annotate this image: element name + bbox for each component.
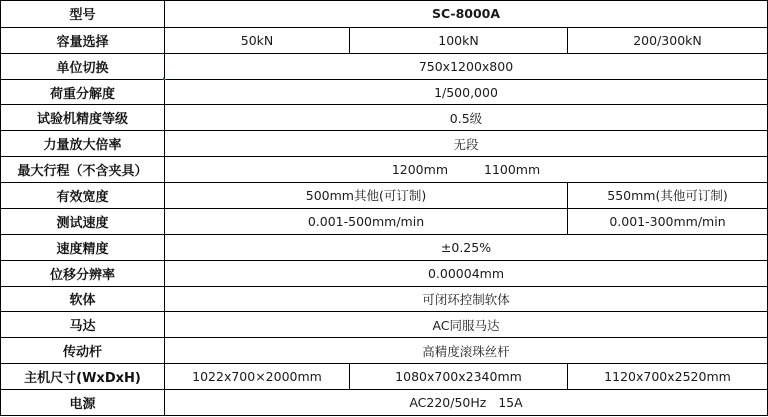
cell-value: 0.001-300mm/min bbox=[568, 208, 768, 234]
table-row bbox=[1, 183, 768, 209]
row-label: 速度精度 bbox=[1, 234, 165, 260]
table-row bbox=[1, 286, 768, 312]
table-row bbox=[1, 105, 768, 131]
table-row bbox=[1, 234, 768, 260]
table-row bbox=[1, 364, 768, 390]
dimension-value: 1080x700x2340mm bbox=[350, 364, 568, 390]
dimension-value: 1022x700×2000mm bbox=[165, 364, 350, 390]
dimension-value: 1120x700x2520mm bbox=[568, 364, 768, 390]
row-label: 容量选择 bbox=[1, 27, 165, 53]
table-row bbox=[1, 260, 768, 286]
table-row bbox=[1, 1, 768, 28]
cell-value: 0.5级 bbox=[165, 105, 768, 131]
cell-value bbox=[165, 157, 768, 183]
row-label: 试验机精度等级 bbox=[1, 105, 165, 131]
table-row bbox=[1, 338, 768, 364]
cell-value: 0.001-500mm/min bbox=[165, 208, 568, 234]
row-label: 软体 bbox=[1, 286, 165, 312]
table-row bbox=[1, 208, 768, 234]
row-label: 荷重分解度 bbox=[1, 79, 165, 105]
table-row bbox=[1, 312, 768, 338]
cell-value: 可闭环控制软体 bbox=[165, 286, 768, 312]
capacity-option: 50kN bbox=[165, 27, 350, 53]
cell-value: 500mm其他(可订制) bbox=[165, 183, 568, 209]
table-row bbox=[1, 157, 768, 183]
cell-corner-marker bbox=[163, 77, 166, 80]
row-label: 有效宽度 bbox=[1, 183, 165, 209]
cell-value: 0.00004mm bbox=[165, 260, 768, 286]
cell-value: AC同服马达 bbox=[165, 312, 768, 338]
table-row bbox=[1, 389, 768, 415]
row-label: 位移分辨率 bbox=[1, 260, 165, 286]
capacity-option: 200/300kN bbox=[568, 27, 768, 53]
table-row bbox=[1, 79, 768, 105]
model-value: SC-8000A bbox=[165, 1, 768, 28]
cell-value: ±0.25% bbox=[165, 234, 768, 260]
row-label: 测试速度 bbox=[1, 208, 165, 234]
cell-value: 无段 bbox=[165, 131, 768, 157]
row-label: 马达 bbox=[1, 312, 165, 338]
row-label: 主机尺寸(WxDxH) bbox=[1, 364, 165, 390]
cell-value: 750x1200x800 bbox=[165, 53, 768, 79]
cell-value: 1/500,000 bbox=[165, 79, 768, 105]
table-row bbox=[1, 131, 768, 157]
stroke-value: 1200mm bbox=[391, 162, 448, 178]
row-label: 型号 bbox=[1, 1, 165, 28]
row-label: 力量放大倍率 bbox=[1, 131, 165, 157]
row-label: 传动杆 bbox=[1, 338, 165, 364]
table-row bbox=[1, 53, 768, 79]
cell-value: AC220/50Hz 15A bbox=[165, 389, 768, 415]
cell-value: 高精度滚珠丝杆 bbox=[165, 338, 768, 364]
cell-value: 550mm(其他可订制) bbox=[568, 183, 768, 209]
capacity-option: 100kN bbox=[350, 27, 568, 53]
row-label: 单位切换 bbox=[1, 53, 165, 79]
stroke-value: 1100mm bbox=[484, 162, 541, 178]
row-label: 最大行程（不含夹具） bbox=[1, 157, 165, 183]
table-row bbox=[1, 27, 768, 53]
row-label: 电源 bbox=[1, 389, 165, 415]
